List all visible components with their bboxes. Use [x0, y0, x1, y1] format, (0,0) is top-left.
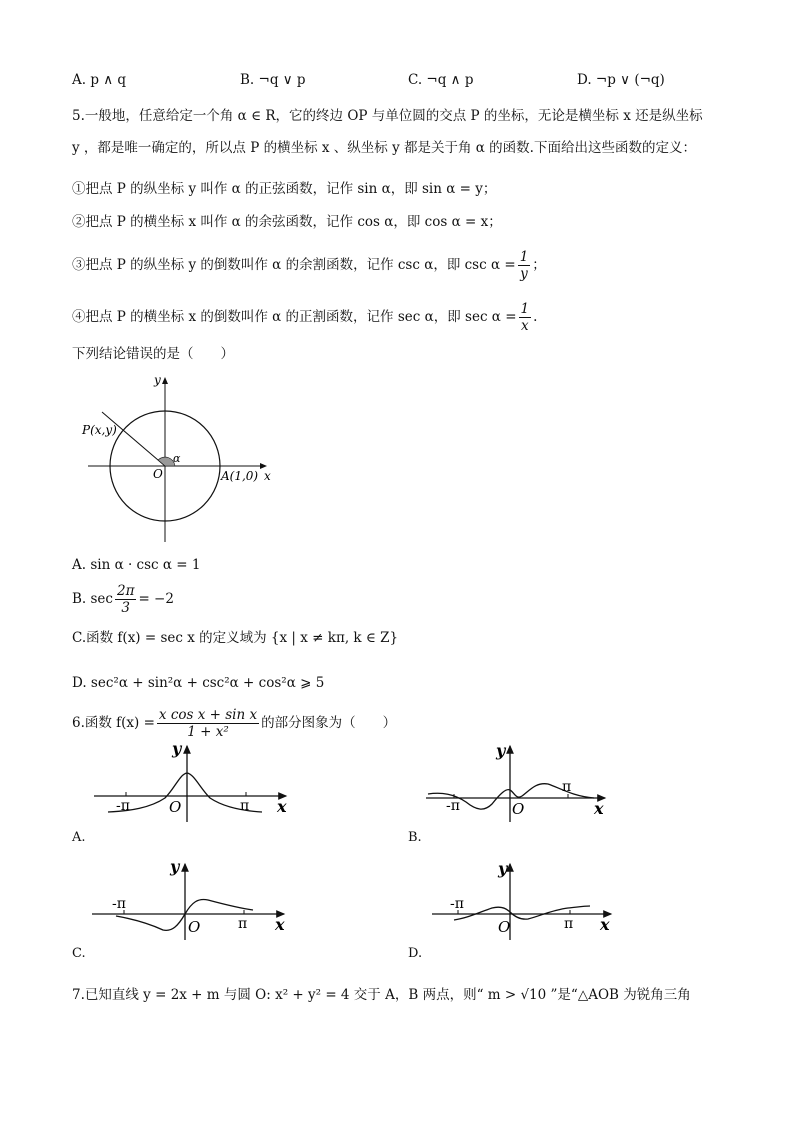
q4-option-d: D. ¬p ∨ (¬q)	[577, 72, 665, 88]
pi-label: π	[238, 916, 248, 932]
fraction-denominator: 3	[121, 600, 131, 616]
y-axis-label: y	[170, 857, 180, 876]
q6-option-c-letter: C.	[72, 946, 86, 961]
q6-graph-d	[428, 856, 628, 946]
q5-definition-3-fraction	[518, 249, 531, 282]
q6-option-b-letter: B.	[408, 830, 422, 845]
x-axis-label: x	[275, 915, 285, 934]
fraction-denominator: y	[520, 266, 528, 282]
origin-label: O	[512, 800, 525, 818]
q5-definition-3	[72, 248, 546, 282]
q5-definition-2: ②把点 P 的横坐标 x 叫作 α 的余弦函数，记作 cos α，即 cos α = x；	[72, 214, 502, 230]
y-axis-label: y	[498, 859, 508, 878]
x-axis-label: x	[594, 799, 604, 818]
q5-option-a: A. sin α · csc α = 1	[72, 557, 201, 573]
q6-stem-fraction	[157, 707, 259, 740]
q5-option-d: D. sec²α + sin²α + csc²α + cos²α ⩾ 5	[72, 675, 325, 691]
function-curve	[108, 773, 262, 812]
y-axis-label: y	[154, 373, 161, 387]
q5-stem-line-2: y ，都是唯一确定的，所以点 P 的横坐标 x 、纵坐标 y 都是关于角 α 的函数.下面给出这些函数的定义：	[72, 140, 696, 156]
y-axis-label: y	[172, 739, 182, 758]
q5-prompt: 下列结论错误的是（ ）	[72, 346, 234, 362]
q5-stem-line-1: 5.一般地，任意给定一个角 α ∈ R，它的终边 OP 与单位圆的交点 P 的坐标，无论是横坐标 x 还是纵坐标	[72, 108, 703, 124]
q4-option-c: C. ¬q ∧ p	[408, 72, 474, 88]
point-p-label: P(x,y)	[82, 423, 117, 437]
x-axis-label: x	[600, 915, 610, 934]
q5-option-b-end: = −2	[138, 591, 174, 607]
q5-definition-4-text: ④把点 P 的横坐标 x 的倒数叫作 α 的正割函数，记作 sec α，即 sec α =	[72, 309, 517, 325]
unit-circle-figure	[80, 370, 280, 545]
pi-label: π	[562, 779, 572, 795]
q4-option-a: A. p ∧ q	[72, 72, 127, 88]
pi-label: π	[240, 798, 250, 814]
pi-label: π	[564, 916, 574, 932]
q6-option-d-letter: D.	[408, 946, 423, 961]
q6-option-a-letter: A.	[72, 830, 86, 845]
x-axis-label: x	[277, 797, 287, 816]
q5-definition-4-end: .	[533, 309, 538, 325]
q5-option-b-text: B. sec	[72, 591, 113, 607]
origin-label: O	[169, 798, 182, 816]
q5-definition-1: ①把点 P 的纵坐标 y 叫作 α 的正弦函数，记作 sin α，即 sin α = y；	[72, 181, 497, 197]
q6-stem-end: 的部分图象为（ ）	[261, 715, 397, 731]
neg-pi-label: -π	[446, 798, 460, 814]
q5-option-b-fraction	[115, 583, 136, 616]
fraction-numerator: 1	[520, 301, 530, 317]
q5-definition-3-end: ；	[532, 257, 546, 273]
q5-option-c: C.函数 f(x) = sec x 的定义域为 {x | x ≠ kπ, k ∈ Z}	[72, 630, 399, 646]
q5-definition-4	[72, 300, 537, 334]
q6-graph-a	[90, 738, 300, 828]
origin-label: O	[498, 918, 511, 936]
alpha-label: α	[173, 452, 181, 465]
x-axis-label: x	[264, 469, 271, 483]
neg-pi-label: -π	[450, 896, 464, 912]
q5-definition-3-text: ③把点 P 的纵坐标 y 的倒数叫作 α 的余割函数，记作 csc α，即 csc α =	[72, 257, 516, 273]
q4-option-b: B. ¬q ∨ p	[240, 72, 306, 88]
origin-label: O	[153, 467, 163, 481]
neg-pi-label: -π	[112, 896, 126, 912]
q6-graph-c	[88, 856, 298, 946]
q7-stem-line-1: 7.已知直线 y = 2x + m 与圆 O: x² + y² = 4 交于 A，B 两点，则“ m > √10 ”是“△AOB 为锐角三角	[72, 987, 691, 1003]
neg-pi-label: -π	[116, 798, 130, 814]
q5-option-b	[72, 582, 174, 616]
fraction-denominator: 1 + x²	[187, 724, 229, 740]
y-axis-label: y	[496, 741, 506, 760]
origin-label: O	[188, 918, 201, 936]
terminal-ray-op	[102, 412, 165, 466]
q6-stem-text: 6.函数 f(x) =	[72, 715, 155, 731]
q5-definition-4-fraction	[519, 301, 532, 334]
q6-graph-b	[422, 738, 622, 828]
fraction-numerator: 2π	[116, 583, 135, 599]
fraction-denominator: x	[521, 318, 529, 334]
point-a-label: A(1,0)	[221, 469, 259, 483]
q6-stem	[72, 706, 396, 740]
fraction-numerator: x cos x + sin x	[158, 707, 258, 723]
fraction-numerator: 1	[519, 249, 529, 265]
